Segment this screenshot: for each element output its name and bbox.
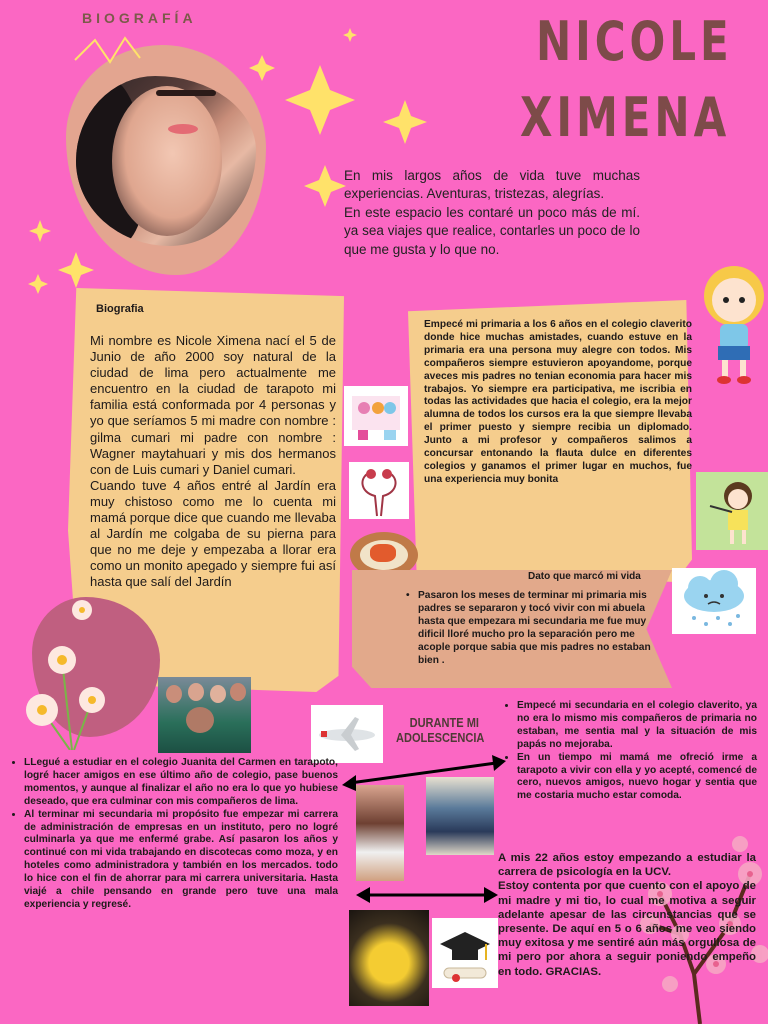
flute-girl-cartoon [696,472,768,550]
sparkle-icon [58,252,94,288]
dato-title: Dato que marcó mi vida [528,571,641,582]
name-title-line1: NICOLE [536,10,733,73]
list-item: • Empecé mi secundaria en el colegio claverito, ya no era lo mismo mis compañeros de primaria no estaban, me sentia mal y la situación de mis papás no mejoraba. [517,700,757,752]
flowers-illustration [12,600,112,750]
graduation-photo [349,910,429,1006]
sparkle-icon [249,55,275,81]
office-photo [426,777,494,855]
sparkle-icon [29,220,51,242]
sparkle-icon [383,100,427,144]
sparkle-icon [343,28,357,42]
headphones-clipart [349,462,409,519]
biography-text: Mi nombre es Nicole Ximena nací el 5 de Junio de año 2000 soy natural de la ciudad de lima pero actualmente me encuentro en la ciudad de tarapoto mi familia está conformada por 4 personas y yo que seríamos 5 mi madre con nombre : gilma cumari mi padre con nombre : Wagner maytahuari y mis dos hermanos con de Luis cumari y Daniel cumari. Cuando tuve 4 años entré al Jardín era muy chistoso como me lo cuenta mi mamá porque dice que cuando me llevaba al Jardín me colgaba de su pierna para que no me deje y empezaba a llorar era como un monito apegado y siempre fui así hasta que salí del Jardín [90,333,336,590]
biography-title: Biografia [96,303,144,315]
name-title-line2: XIMENA [520,86,731,149]
adolescencia-left-list [10,757,338,912]
list-item: • Al terminar mi secundaria mi propósito fue empezar mi carrera de administración de empresas en un instituto, pero no logré culminarla ya que me enfermé grabe. Así pasaron los años y continué con mi vida trabajando en discotecas como moza, y en hoteles como administradora y también en los mercados. todo lo hice con el fin de ahorrar para mi carrera universitaria. Hasta viajé a chile pensando en grande pero tuve una mala experiencia y regresé. [24,809,338,912]
final-paragraph: A mis 22 años estoy empezando a estudiar la carrera de psicología en la UCV. Estoy contenta por que cuento con el apoyo de mi madre y mi tio, lo cual me motiva a seguir adelante apesar de las circunstancias que se presente. De aquí en 5 o 6 años me veo siendo muy exitosa y me sentiré aún más orgullosa de mi pero por ahora a seguir poniendo empeño en todo. GRACIAS. [498,852,756,978]
selfie-photo [356,785,404,881]
sparkle-icon [285,65,355,135]
graduation-cap-icon [432,918,498,988]
sparkle-icon [28,274,48,294]
adolescencia-heading: DURANTE MI ADOLESCENCIA [396,715,485,745]
section-label: BIOGRAFÍA [82,10,197,26]
sparkle-icon [304,165,346,207]
girl-cartoon [700,258,768,388]
friends-photo [158,677,251,753]
primaria-text: Empecé mi primaria a los 6 años en el colegio claverito donde hice muchas amistades, cuando estuve en la primaria era una persona muy alegre con todos. Mis compañeros siempre estuvieron apoyandome, porque aveces mis padres no tenian economia para hacer mis trabajos. Yo siempre era participativa, me iscribia en todas las actividades que hacia el colegio, era la mejor alumna de todos los cursos era la que siempre llevaba el primer puesto y siempre recibia un diplomado. Junto a mi profesor y compañeros salimos a concursar entonando la flauta dulce en diferentes colegios y ganamos el primer lugar en muchos, fue una experiencia muy bonita [424,319,692,485]
sad-cloud-icon [672,568,756,634]
shopping-clipart [344,386,408,446]
intro-paragraph: En mis largos años de vida tuve muchas experiencias. Aventuras, tristezas, alegrías. En este espacio les contaré un poco más de mí. ya sea viajes que realice, contarles un poco de lo que me gusta y lo que no. [344,168,640,257]
list-item: • LLegué a estudiar en el colegio Juanita del Carmen en tarapoto, logré hacer amigos en ese último año de colegio, pase buenos momentos, y aunque al finalizar el año no era lo que yo hubiese deseado, que era culminar con mis compañeros de lima. [24,757,338,809]
adolescencia-right-list [503,700,757,803]
dato-text: • Pasaron los meses de terminar mi primaria mis padres se separaron y tocó vivir con mi abuela hasta que empezara mi secundaria me fue muy dificil lloré mucho pro la separación pero me acople porque sabia que mis padres no estaban bien . [406,590,651,666]
list-item: • En un tiempo mi mamá me ofreció irme a tarapoto a vivir con ella y yo acepté, comencé de cero, nuevos amigos, nuevo hogar y sentia que me costaria mucho estar comoda. [517,752,757,804]
